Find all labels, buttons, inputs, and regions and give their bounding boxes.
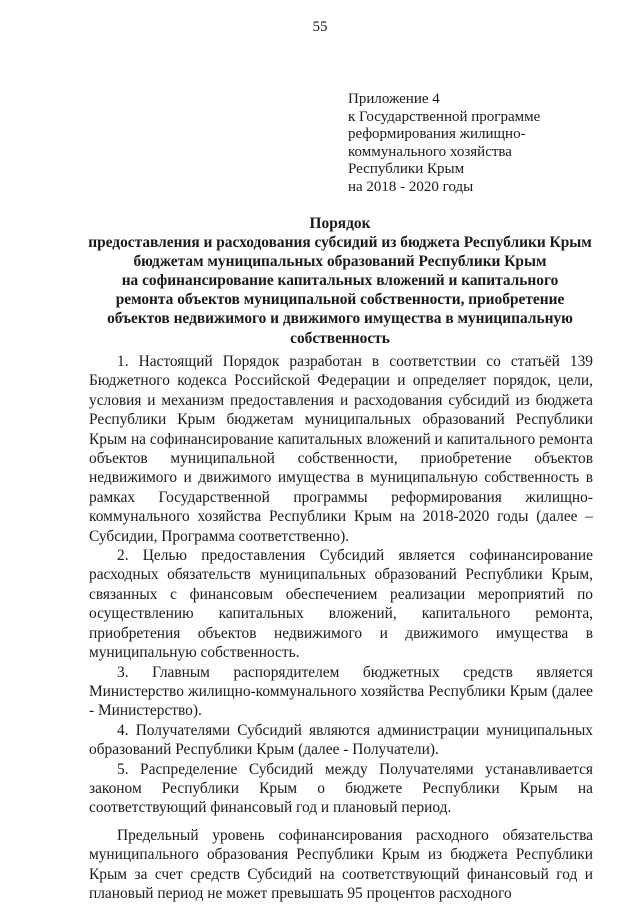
annex-line: на 2018 - 2020 годы: [348, 178, 474, 195]
annex-line: коммунального хозяйства: [348, 143, 512, 160]
title-line: Порядок: [309, 215, 371, 232]
document-body: [89, 352, 593, 903]
paragraph-2: 2. Целью предоставления Субсидий является софинансирование расходных обязательств муниципальных образований Республики Крым, связанных с финансовым обеспечением реализации мероприятий по осуществлению капитальных вложений, капитального ремонта, приобретения объектов недвижимого и движимого имущества в муниципальную собственность.: [89, 547, 593, 662]
annex-line: Приложение 4: [348, 91, 440, 107]
paragraph-1: 1. Настоящий Порядок разработан в соответствии со статьёй 139 Бюджетного кодекса Российской Федерации и определяет порядок, цели, условия и механизм предоставления и расходования субсидий из бюджета Республики Крым бюджетам муниципальных образований Республики Крым на софинансирование капитальных вложений и капитального ремонта объектов муниципальной собственности, приобретение объектов недвижимого и движимого имущества в муниципальную собственность в рамках Государственной программы реформирования жилищно-коммунального хозяйства Республики Крым на 2018-2020 годы (далее – Субсидии, Программа соответственно).: [89, 353, 593, 545]
paragraph-5: 5. Распределение Субсидий между Получателями устанавливается законом Республики Крым о бюджете Республики Крым на соответствующий финансовый год и плановый период.: [89, 760, 593, 817]
title-line: бюджетам муниципальных образований Республики Крым: [133, 253, 547, 271]
annex-header: [348, 91, 608, 197]
title-line: на софинансирование капитальных вложений и капитального: [121, 272, 559, 290]
document-title: [70, 214, 610, 348]
page-number: 55: [312, 19, 328, 35]
annex-line: Республики Крым: [348, 161, 465, 178]
paragraph-4: 4. Получателями Субсидий являются администрации муниципальных образований Республики Крым (далее - Получатели).: [89, 721, 593, 759]
title-line: объектов недвижимого и движимого имущества в муниципальную: [107, 310, 573, 328]
paragraph-6: Предельный уровень софинансирования расходного обязательства муниципального образования Республики Крым из бюджета Республики Крым за счет средств Субсидий на соответствующий финансовый год и плановый период не может превышать 95 процентов расходного: [89, 826, 593, 902]
annex-line: к Государственной программе: [348, 108, 541, 125]
title-line: предоставления и расходования субсидий из бюджета Республики Крым: [88, 234, 592, 252]
title-line: ремонта объектов муниципальной собственности, приобретение: [115, 291, 565, 309]
annex-line: реформирования жилищно-: [348, 126, 526, 143]
paragraph-3: 3. Главным распорядителем бюджетных средств является Министерство жилищно-коммунального хозяйства Республики Крым (далее - Министерство).: [89, 663, 593, 720]
title-line: собственность: [290, 329, 390, 347]
